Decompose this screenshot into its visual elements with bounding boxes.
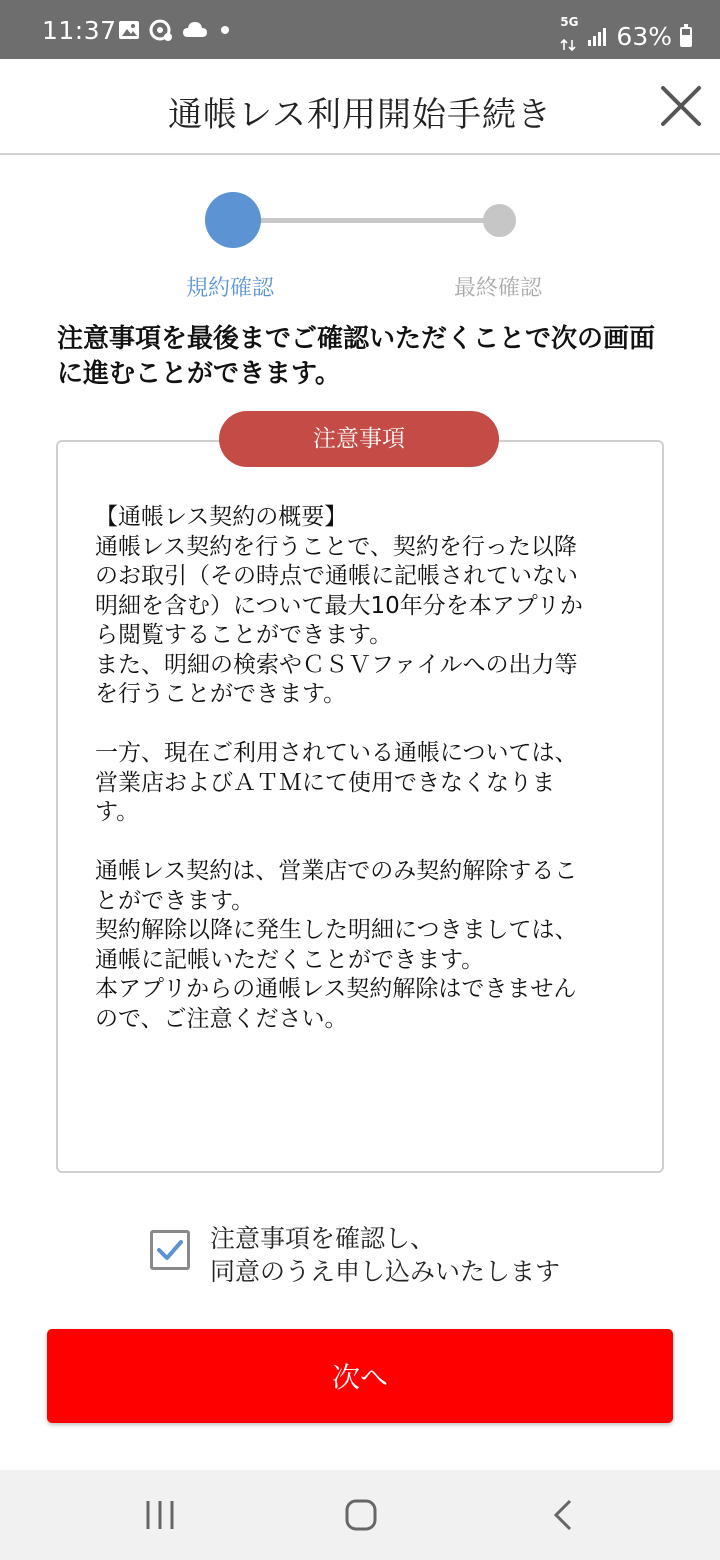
step-indicator-active	[205, 192, 261, 248]
notice-line: 明細を含む）について最大10年分を本アプリか	[95, 592, 583, 619]
notice-line: 一方、現在ご利用されている通帳については、	[95, 740, 578, 766]
page-title: 通帳レス利用開始手続き	[168, 95, 552, 135]
paragraph-gap	[95, 710, 635, 740]
cloud-icon	[182, 20, 208, 40]
signal-icon	[586, 26, 608, 48]
home-icon	[338, 1495, 382, 1535]
close-button[interactable]	[660, 85, 702, 127]
notice-line: を行うことができます。	[95, 681, 347, 707]
notice-line: 営業店およびＡＴＭにて使用できなくなりま	[95, 769, 555, 796]
notice-line: 通帳レス契約を行うことで、契約を行った以降	[95, 533, 577, 560]
step-label-final: 最終確認	[453, 276, 542, 301]
notice-line: ら閲覧することができます。	[95, 622, 393, 648]
recent-apps-icon	[138, 1495, 182, 1535]
notice-line: 契約解除以降に発生した明細につきましては、	[95, 917, 578, 943]
notice-line: のお取引（その時点で通帳に記帳されていない	[95, 563, 578, 589]
notice-line: 【通帳レス契約の概要】	[95, 504, 348, 530]
navigation-bar	[0, 1470, 720, 1560]
assistant-icon	[149, 18, 173, 42]
status-right	[560, 16, 692, 57]
notice-line: す。	[95, 799, 140, 825]
paragraph-gap	[95, 828, 635, 858]
back-button[interactable]	[540, 1495, 584, 1535]
network-indicator: 5G	[560, 16, 578, 57]
agreement-row[interactable]	[150, 1222, 630, 1292]
agreement-checkbox[interactable]	[150, 1230, 190, 1270]
notice-line: 通帳レス契約は、営業店でのみ契約解除するこ	[95, 858, 578, 884]
image-icon	[118, 19, 140, 41]
data-arrows-icon	[560, 39, 576, 51]
checkmark-icon	[153, 1233, 187, 1267]
battery-icon	[680, 27, 692, 47]
close-icon	[660, 85, 702, 127]
step-connector	[233, 218, 499, 223]
notice-line: 通帳に記帳いただくことができます。	[95, 946, 485, 973]
agreement-label-line2: 同意のうえ申し込みいたします	[210, 1257, 561, 1286]
notice-line: ので、ご注意ください。	[95, 1005, 348, 1032]
battery-percent: 63%	[616, 22, 672, 51]
header	[0, 59, 720, 155]
status-time: 11:37	[42, 16, 117, 45]
status-bar	[0, 0, 720, 59]
notice-tab-label: 注意事項	[219, 411, 499, 467]
progress-stepper	[0, 190, 720, 310]
instruction-text: 注意事項を最後までご確認いただくことで次の画面に進むことができます。	[57, 324, 656, 389]
dot-icon	[217, 22, 233, 38]
agreement-label-line1: 注意事項を確認し、	[210, 1224, 436, 1253]
notice-line: また、明細の検索やＣＳＶファイルへの出力等	[95, 651, 578, 678]
back-icon	[540, 1495, 584, 1535]
next-button[interactable]: 次へ	[47, 1329, 673, 1423]
step-label-terms: 規約確認	[185, 276, 274, 301]
notice-line: とができます。	[95, 887, 255, 914]
notice-line: 本アプリからの通帳レス契約解除はできません	[95, 976, 577, 1002]
home-button[interactable]	[338, 1495, 382, 1535]
recent-apps-button[interactable]	[138, 1495, 182, 1535]
notice-body	[95, 503, 635, 1034]
step-indicator-inactive	[483, 204, 516, 237]
agreement-label	[210, 1222, 560, 1288]
notification-icons	[118, 18, 233, 42]
